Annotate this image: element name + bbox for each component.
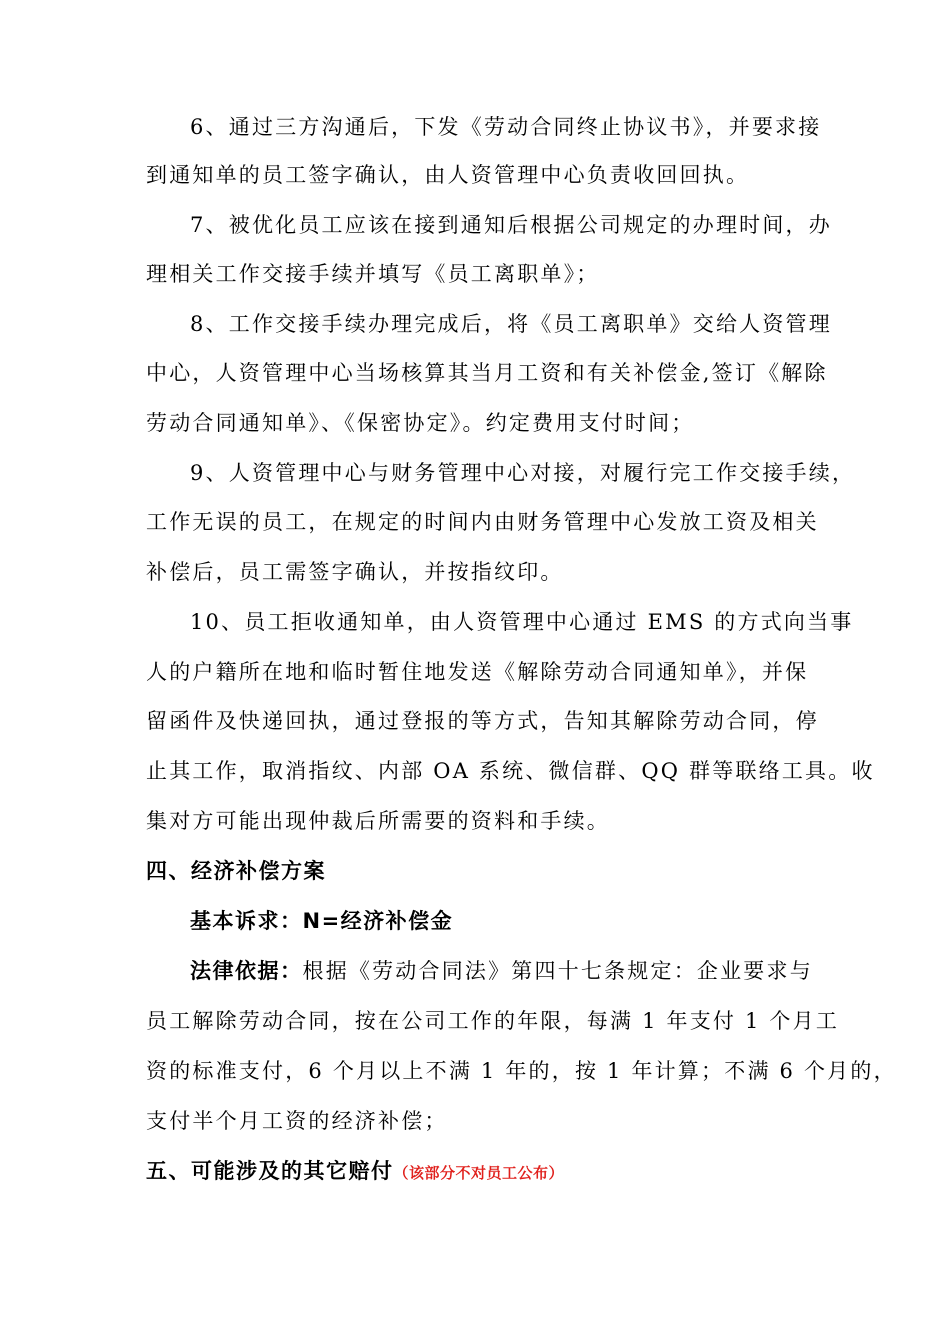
legal-basis-label: 法律依据： [190, 959, 303, 983]
paragraph-10-line-3: 留函件及快递回执，通过登报的等方式，告知其解除劳动合同，停 [146, 709, 819, 733]
paragraph-10-line-4: 止其工作，取消指纹、内部 OA 系统、微信群、QQ 群等联络工具。收 [146, 759, 875, 783]
paragraph-9-line-1: 9、人资管理中心与财务管理中心对接，对履行完工作交接手续， [190, 461, 856, 485]
paragraph-6-line-2: 到通知单的员工签字确认，由人资管理中心负责收回回执。 [146, 163, 750, 187]
paragraph-9-line-3: 补偿后，员工需签字确认，并按指纹印。 [146, 560, 564, 584]
paragraph-8-line-2: 中心，人资管理中心当场核算其当月工资和有关补偿金,签订《解除 [146, 361, 828, 385]
basic-claim: 基本诉求：N=经济补偿金 [190, 909, 454, 933]
paragraph-7-line-1: 7、被优化员工应该在接到通知后根据公司规定的办理时间，办 [190, 213, 832, 237]
paragraph-8-line-3: 劳动合同通知单》、《保密协定》。约定费用支付时间； [146, 411, 695, 435]
section-4-title: 四、经济补偿方案 [146, 859, 326, 883]
section-5-title-line [146, 1156, 564, 1188]
paragraph-10-line-1: 10、员工拒收通知单，由人资管理中心通过 EMS 的方式向当事 [190, 610, 854, 634]
legal-basis-line-4: 支付半个月工资的经济补偿； [146, 1109, 448, 1133]
paragraph-9-line-2: 工作无误的员工，在规定的时间内由财务管理中心发放工资及相关 [146, 510, 819, 534]
legal-basis-line-1 [190, 956, 813, 986]
paragraph-10-line-5: 集对方可能出现仲裁后所需要的资料和手续。 [146, 809, 610, 833]
legal-basis-line-2: 员工解除劳动合同，按在公司工作的年限，每满 1 年支付 1 个月工 [146, 1009, 840, 1033]
paragraph-6-line-1: 6、通过三方沟通后，下发《劳动合同终止协议书》，并要求接 [190, 115, 822, 139]
section-5-title: 五、可能涉及的其它赔付 [146, 1159, 394, 1183]
section-5-note: （该部分不对员工公布） [393, 1164, 565, 1182]
paragraph-8-line-1: 8、工作交接手续办理完成后，将《员工离职单》交给人资管理 [190, 312, 832, 336]
paragraph-10-line-2: 人的户籍所在地和临时暂住地发送《解除劳动合同通知单》，并保 [146, 660, 809, 684]
paragraph-7-line-2: 理相关工作交接手续并填写《员工离职单》； [146, 262, 600, 286]
legal-basis-text: 根据《劳动合同法》第四十七条规定：企业要求与 [302, 959, 813, 983]
legal-basis-line-3: 资的标准支付，6 个月以上不满 1 年的，按 1 年计算；不满 6 个月的， [146, 1059, 897, 1083]
